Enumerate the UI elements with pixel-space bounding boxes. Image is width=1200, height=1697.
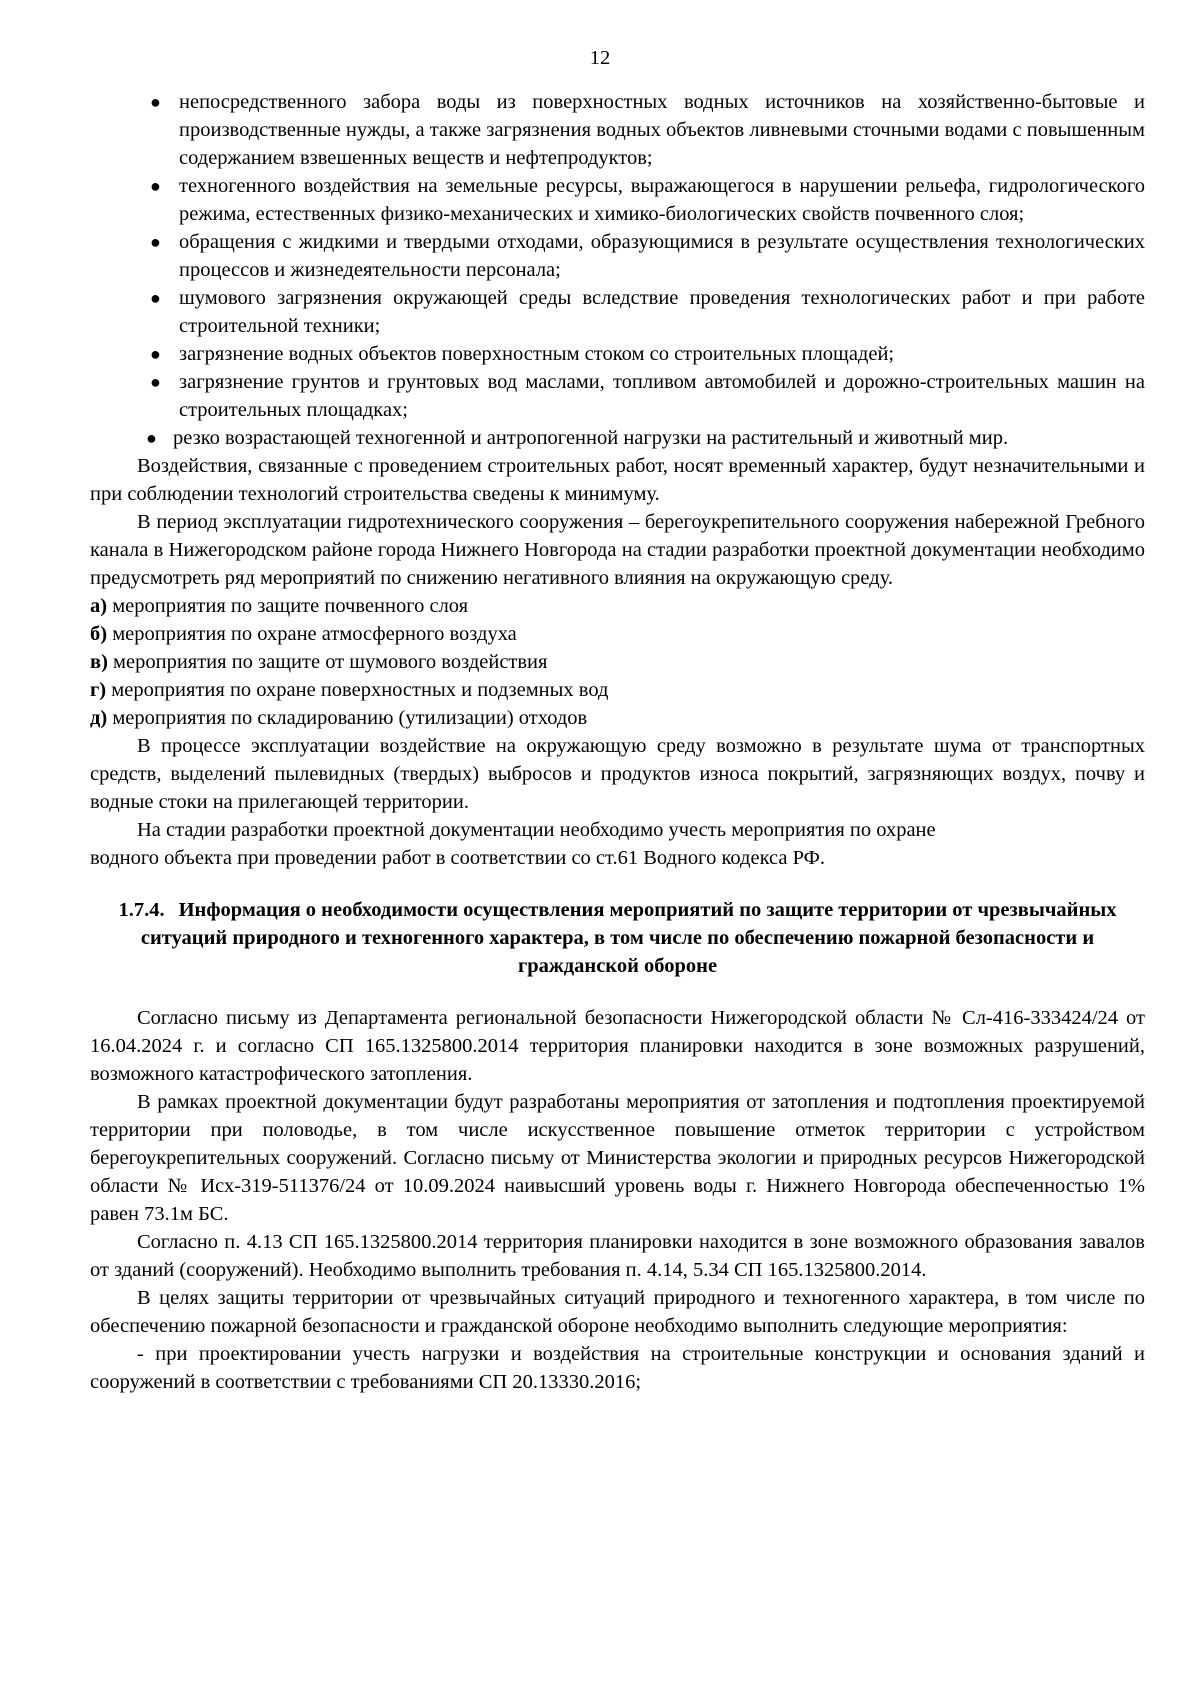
bullet-icon: ● [150,92,161,112]
list-item [90,340,1145,368]
paragraph: В целях защиты территории от чрезвычайных ситуаций природного и техногенного характера, в том числе по обеспечению пожарной безопасности и гражданской обороне необходимо выполнить следующие мероприятия: [90,1287,1145,1337]
list-item-text: техногенного воздействия на земельные ресурсы, выражающегося в нарушении рельефа, гидрологического режима, естественных физико-механических и химико-биологических свойств почвенного слоя; [179,175,1145,225]
list-item [90,284,1145,340]
paragraph: На стадии разработки проектной документации необходимо учесть мероприятия по охране водного объекта при проведении работ в соответствии со ст.61 Водного кодекса РФ. [90,819,936,869]
measure-item [90,592,1145,620]
section-heading [90,896,1145,980]
measures-list [90,592,1145,732]
list-item-text: обращения с жидкими и твердыми отходами, образующимися в результате осуществления технологических процессов и жизнедеятельности персонала; [179,231,1145,281]
measure-letter: д) [90,707,108,729]
paragraph: Согласно п. 4.13 СП 165.1325800.2014 территория планировки находится в зоне возможного образования завалов от зданий (сооружений). Необходимо выполнить требования п. 4.14, 5.34 СП 165.1325800.2014. [90,1231,1145,1281]
impact-list [90,88,1145,452]
measure-text: мероприятия по защите почвенного слоя [112,595,469,617]
measure-letter: г) [90,679,107,701]
measure-item [90,620,1145,648]
measure-item [90,704,1145,732]
page-number: 12 [589,47,611,69]
paragraph: - при проектировании учесть нагрузки и воздействия на строительные конструкции и основания зданий и сооружений в соответствии с требованиями СП 20.13330.2016; [90,1343,1145,1393]
measure-letter: а) [90,595,108,617]
paragraph: Согласно письму из Департамента региональной безопасности Нижегородской области № Сл-416-333424/24 от 16.04.2024 г. и согласно СП 165.1325800.2014 территория планировки находится в зоне возможных разрушений, возможного катастрофического затопления. [90,1007,1145,1085]
list-item-text: шумового загрязнения окружающей среды вследствие проведения технологических работ и при работе строительной техники; [179,287,1145,337]
measure-item [90,676,1145,704]
list-item [90,424,1145,452]
bullet-icon: ● [150,232,161,252]
document-body [90,88,1145,1396]
list-item-text: резко возрастающей техногенной и антропогенной нагрузки на растительный и животный мир. [173,427,1009,449]
measure-text: мероприятия по охране поверхностных и подземных вод [111,679,609,701]
measure-text: мероприятия по защите от шумового воздействия [113,651,548,673]
list-item-text: непосредственного забора воды из поверхностных водных источников на хозяйственно-бытовые и производственные нужды, а также загрязнения водных объектов ливневыми сточными водами с повышенным содержанием взвешенных веществ и нефтепродуктов; [179,91,1145,169]
measure-letter: б) [90,623,108,645]
section-number: 1.7.4. [118,899,165,921]
list-item [90,228,1145,284]
list-item [90,172,1145,228]
bullet-icon: ● [150,288,161,308]
paragraph: В рамках проектной документации будут разработаны мероприятия от затопления и подтопления проектируемой территории при половодье, в том числе искусственное повышение отметок территории с устройством берегоукрепительных сооружений. Согласно письму от Министерства экологии и природных ресурсов Нижегородской области № Исх-319-511376/24 от 10.09.2024 наивысший уровень воды г. Нижнего Новгорода обеспеченностью 1% равен 73.1м БС. [90,1091,1145,1225]
paragraph: Воздействия, связанные с проведением строительных работ, носят временный характер, будут незначительными и при соблюдении технологий строительства сведены к минимуму. [90,455,1145,505]
measure-letter: в) [90,651,108,673]
bullet-icon: ● [150,372,161,392]
measure-item [90,648,1145,676]
bullet-icon: ● [146,428,157,448]
paragraph: В процессе эксплуатации воздействие на окружающую среду возможно в результате шума от транспортных средств, выделений пылевидных (твердых) выбросов и продуктов износа покрытий, загрязняющих воздух, почву и водные стоки на прилегающей территории. [90,735,1145,813]
measure-text: мероприятия по складированию (утилизации) отходов [112,707,588,729]
section-title: Информация о необходимости осуществления мероприятий по защите территории от чрезвычайных ситуаций природного и техногенного характера, в том числе по обеспечению пожарной безопасности и гражданской обороне [140,899,1117,977]
bullet-icon: ● [150,344,161,364]
bullet-icon: ● [150,176,161,196]
list-item-text: загрязнение грунтов и грунтовых вод маслами, топливом автомобилей и дорожно-строительных машин на строительных площадках; [179,371,1145,421]
list-item [90,368,1145,424]
list-item-text: загрязнение водных объектов поверхностным стоком со строительных площадей; [179,343,895,365]
measure-text: мероприятия по охране атмосферного воздуха [112,623,517,645]
paragraph: В период эксплуатации гидротехнического сооружения – берегоукрепительного сооружения набережной Гребного канала в Нижегородском районе города Нижнего Новгорода на стадии разработки проектной документации необходимо предусмотреть ряд мероприятий по снижению негативного влияния на окружающую среду. [90,511,1145,589]
list-item [90,88,1145,172]
